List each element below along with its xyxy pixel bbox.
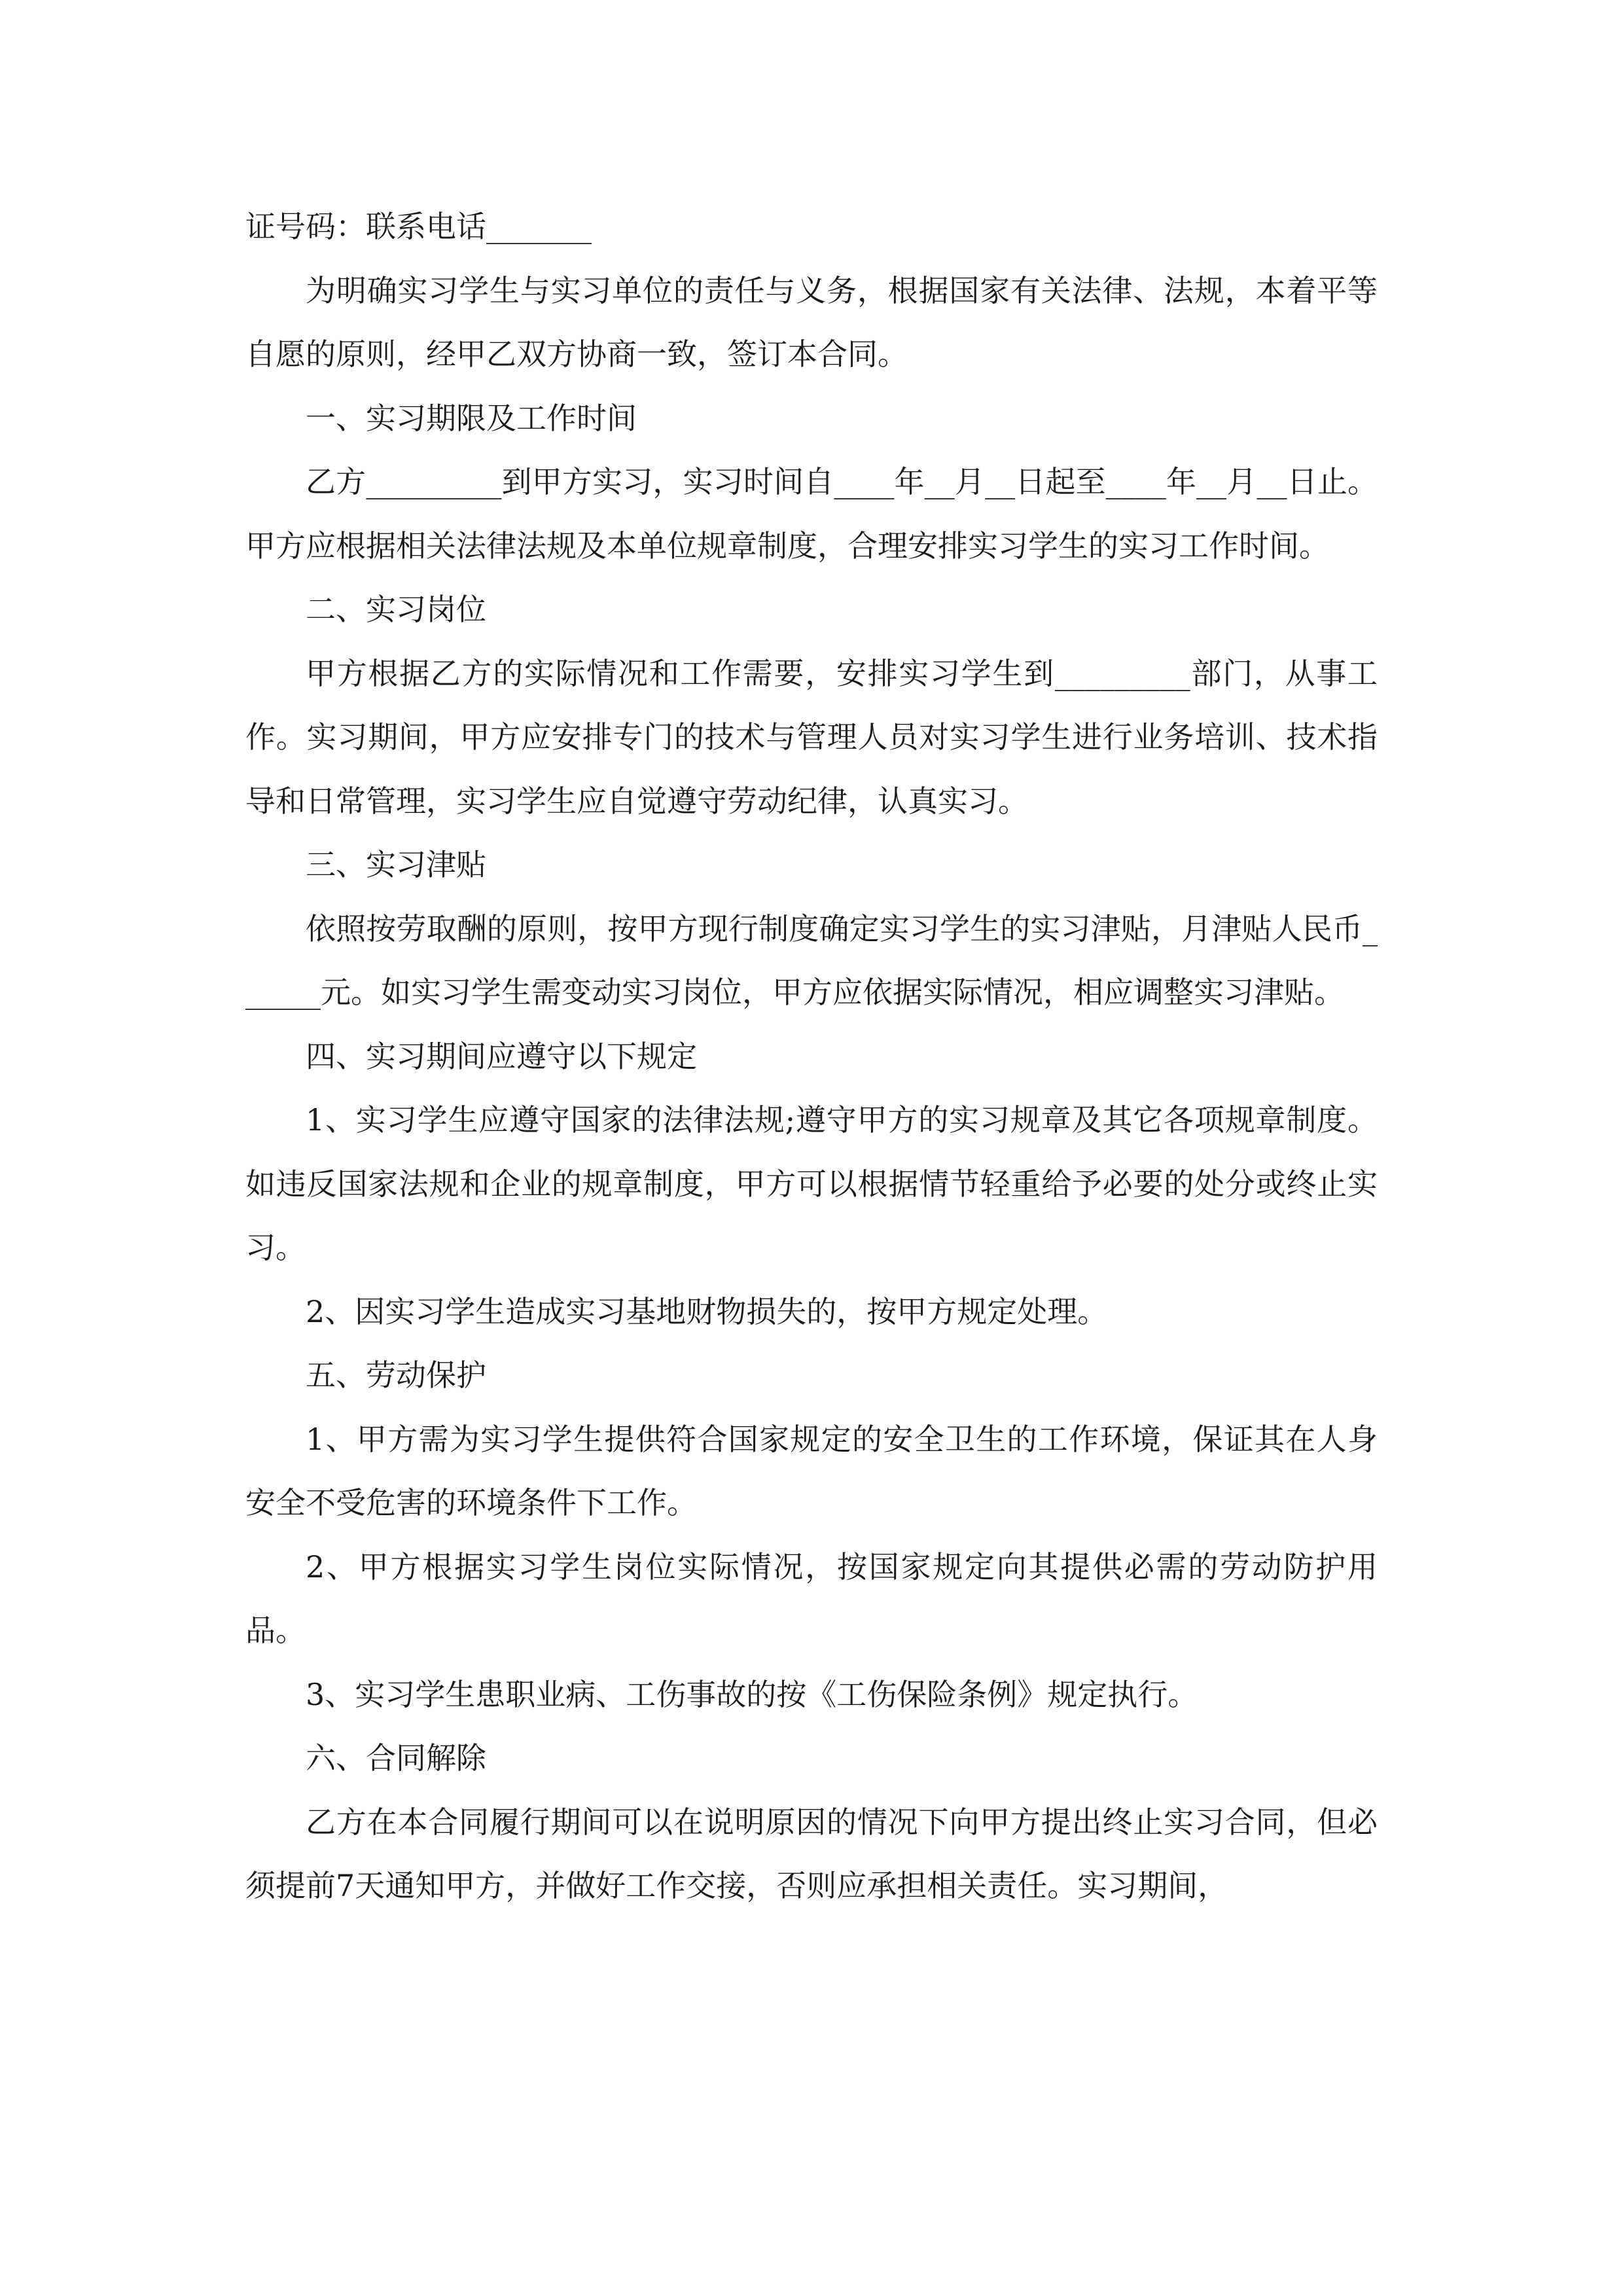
section-heading-position: 二、实习岗位 (306, 592, 486, 627)
contact-line: 证号码：联系电话_______ (245, 209, 592, 244)
rules-item-1: 1、实习学生应遵守国家的法律法规;遵守甲方的实习规章及其它各项规章制度。如违反国家法规和企业的规章制度，甲方可以根据情节轻重给予必要的处分或终止实习。 (245, 1102, 1378, 1265)
protection-item-3: 3、实习学生患职业病、工伤事故的按《工伤保险条例》规定执行。 (306, 1676, 1198, 1712)
section-heading-rules: 四、实习期间应遵守以下规定 (306, 1038, 697, 1074)
protection-item-2: 2、甲方根据实习学生岗位实际情况，按国家规定向其提供必需的劳动防护用品。 (245, 1549, 1378, 1648)
termination-paragraph: 乙方在本合同履行期间可以在说明原因的情况下向甲方提出终止实习合同，但必须提前7天通知甲方，并做好工作交接，否则应承担相关责任。实习期间， (245, 1804, 1378, 1903)
allowance-paragraph: 依照按劳取酬的原则，按甲方现行制度确定实习学生的实习津贴，月津贴人民币______元。如实习学生需变动实习岗位，甲方应依据实际情况，相应调整实习津贴。 (245, 910, 1378, 1010)
section-heading-protection: 五、劳动保护 (306, 1357, 486, 1393)
section-heading-term: 一、实习期限及工作时间 (306, 400, 637, 436)
rules-item-2: 2、因实习学生造成实习基地财物损失的，按甲方规定处理。 (306, 1293, 1108, 1329)
protection-item-1: 1、甲方需为实习学生提供符合国家规定的安全卫生的工作环境，保证其在人身安全不受危害的环境条件下工作。 (245, 1421, 1378, 1520)
section-heading-termination: 六、合同解除 (306, 1740, 486, 1776)
term-paragraph: 乙方_________到甲方实习，实习时间自____年__月__日起至____年__月__日止。甲方应根据相关法律法规及本单位规章制度，合理安排实习学生的实习工作时间。 (245, 464, 1378, 564)
position-paragraph: 甲方根据乙方的实际情况和工作需要，安排实习学生到_________部门，从事工作。实习期间，甲方应安排专门的技术与管理人员对实习学生进行业务培训、技术指导和日常管理，实习学生应自觉遵守劳动纪律，认真实习。 (245, 655, 1378, 819)
document-body (245, 195, 1378, 1918)
section-heading-allowance: 三、实习津贴 (306, 847, 486, 882)
preamble-paragraph: 为明确实习学生与实习单位的责任与义务，根据国家有关法律、法规，本着平等自愿的原则，经甲乙双方协商一致，签订本合同。 (245, 272, 1378, 372)
